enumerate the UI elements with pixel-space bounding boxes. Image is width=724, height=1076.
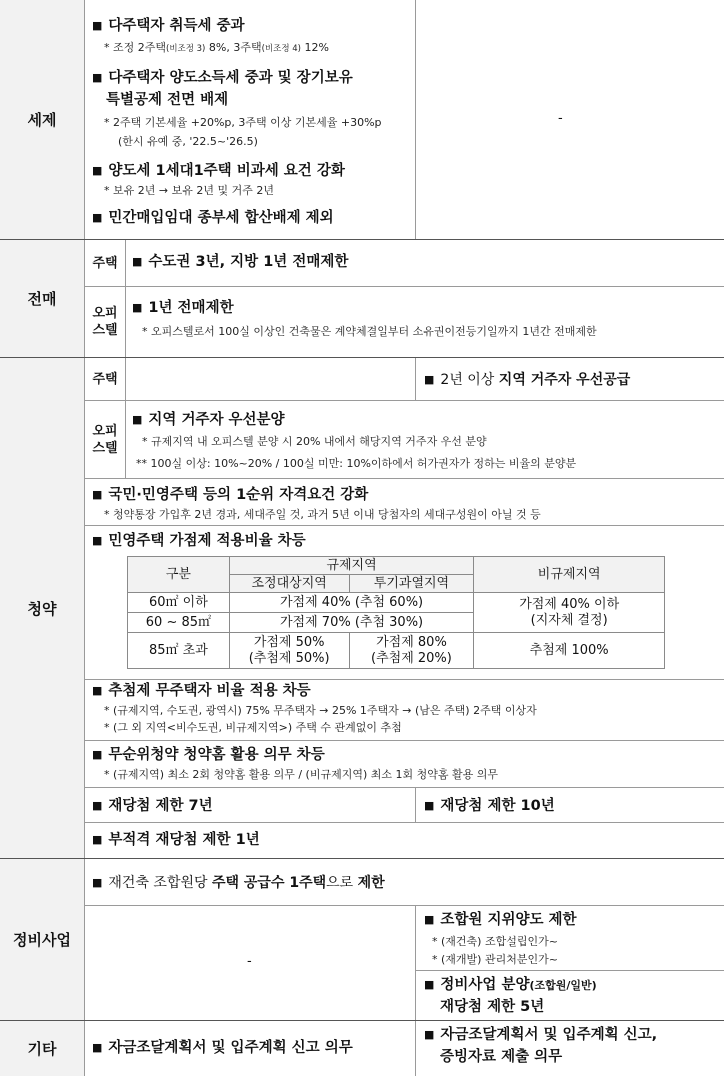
points-table-r3-spec: 가점제 80% (추첨제 20%) bbox=[349, 633, 474, 669]
section-resale bbox=[0, 240, 84, 357]
sub-rewin-right: ■ 재당첨 제한 10년 bbox=[424, 798, 555, 814]
sub-item-lottery-note1: * (규제지역, 수도권, 광역시) 75% 무주택자 → 25% 1주택자 → (남은 주택) 2주택 이상자 bbox=[104, 704, 537, 717]
resale-officetel-label: 오피스텔 bbox=[92, 306, 118, 338]
points-table-h-adj: 조정대상지역 bbox=[229, 575, 349, 593]
points-table-r1-label: 60㎡ 이하 bbox=[128, 593, 230, 613]
redev-right1-note2: * (재개발) 관리처분인가~ bbox=[432, 953, 558, 966]
tax-item-transfer-note2: (한시 유예 중, '22.5~'26.5) bbox=[118, 135, 258, 148]
section-redevelopment-label: 정비사업 bbox=[13, 931, 71, 949]
redev-right1-note1: * (재건축) 조합설립인가~ bbox=[432, 935, 558, 948]
points-table-r3-label: 85㎡ 초과 bbox=[128, 633, 230, 669]
redev-right2-line2: 재당첨 제한 5년 bbox=[440, 999, 545, 1015]
section-tax bbox=[0, 0, 84, 239]
tax-item-transfer-note1: * 2주택 기본세율 +20%p, 3주택 이상 기본세율 +30%p bbox=[104, 116, 382, 129]
sub-officetel-item: ■ 지역 거주자 우선분양 bbox=[132, 412, 285, 428]
sub-officetel-note1: * 규제지역 내 오피스텔 분양 시 20% 내에서 해당지역 거주자 우선 분양 bbox=[142, 435, 487, 448]
points-table-h-reg: 규제지역 bbox=[229, 557, 474, 575]
section-tax-label: 세제 bbox=[27, 111, 57, 129]
section-subscription-label: 청약 bbox=[27, 599, 57, 618]
redev-left-dash: - bbox=[247, 954, 252, 969]
sub-item-lottery: ■ 추첨제 무주택자 비율 적용 차등 bbox=[92, 683, 311, 699]
redev-item1: ■ 재건축 조합원당 주택 공급수 1주택으로 제한 bbox=[92, 875, 385, 891]
sub-housing-label: 주택 bbox=[92, 371, 118, 387]
tax-item-transfer-line1: 다주택자 양도소득세 중과 및 장기보유 bbox=[108, 70, 353, 86]
sub-item-points: ■ 민영주택 가점제 적용비율 차등 bbox=[92, 533, 306, 549]
tax-item-acquisition: ■ 다주택자 취득세 중과 bbox=[92, 18, 245, 34]
points-table-h-nonreg: 비규제지역 bbox=[474, 557, 665, 593]
tax-item-acquisition-text: 다주택자 취득세 중과 bbox=[108, 18, 245, 34]
points-table-r1-val: 가점제 40% (추첨 60%) bbox=[229, 593, 474, 613]
sub-item-lottery-note2: * (그 외 지역<비수도권, 비규제지역>) 주택 수 관계없이 추첨 bbox=[104, 721, 402, 734]
tax-item-exemption-note: * 보유 2년 → 보유 2년 및 거주 2년 bbox=[104, 184, 274, 197]
tax-item-exemption-text: 양도세 1세대1주택 비과세 요건 강화 bbox=[108, 163, 345, 179]
sub-officetel-label: 오피스텔 bbox=[92, 423, 118, 456]
etc-left: ■ 자금조달계획서 및 입주계획 신고 의무 bbox=[92, 1040, 353, 1056]
sub-housing-right: ■ 2년 이상 지역 거주자 우선공급 bbox=[424, 372, 631, 388]
section-resale-label: 전매 bbox=[27, 290, 57, 308]
etc-right-line2: 증빙자료 제출 의무 bbox=[440, 1049, 563, 1065]
tax-item-exemption: ■ 양도세 1세대1주택 비과세 요건 강화 bbox=[92, 163, 345, 179]
tax-item-rental: ■ 민간매입임대 종부세 합산배제 제외 bbox=[92, 210, 334, 226]
points-table-r3-nonreg: 추첨제 100% bbox=[474, 633, 665, 669]
resale-officetel-item: ■ 1년 전매제한 bbox=[132, 300, 234, 316]
section-subscription bbox=[0, 358, 84, 858]
redev-right2: ■ 정비사업 분양(조합원/일반) bbox=[424, 977, 597, 993]
section-redevelopment bbox=[0, 859, 84, 1020]
points-table-h-spec: 투기과열지역 bbox=[349, 575, 474, 593]
sub-ineligible: ■ 부적격 재당첨 제한 1년 bbox=[92, 832, 260, 848]
tax-item-transfer: ■ 다주택자 양도소득세 중과 및 장기보유 bbox=[92, 70, 353, 86]
points-table-r2-val: 가점제 70% (추첨 30%) bbox=[229, 613, 474, 633]
sub-item-qualification-note: * 청약통장 가입후 2년 경과, 세대주일 것, 과거 5년 이내 당첨자의 세대구성원이 아닐 것 등 bbox=[104, 508, 541, 521]
tax-item-acquisition-note: * 조정 2주택(비조정 3) 8%, 3주택(비조정 4) 12% bbox=[104, 41, 329, 54]
redev-right1: ■ 조합원 지위양도 제한 bbox=[424, 912, 577, 928]
sub-item-qualification: ■ 국민·민영주택 등의 1순위 자격요건 강화 bbox=[92, 487, 369, 503]
tax-item-rental-text: 민간매입임대 종부세 합산배제 제외 bbox=[108, 210, 334, 226]
points-table-r2-label: 60 ~ 85㎡ bbox=[128, 613, 230, 633]
etc-right-line1: ■ 자금조달계획서 및 입주계획 신고, bbox=[424, 1027, 658, 1043]
points-table-nonreg-12: 가점제 40% 이하 (지자체 결정) bbox=[474, 593, 665, 633]
sub-item-unranked-note: * (규제지역) 최소 2회 청약홈 활용 의무 / (비규제지역) 최소 1회 청약홈 활용 의무 bbox=[104, 768, 498, 781]
points-table-h-div: 구분 bbox=[128, 557, 230, 593]
resale-housing-label: 주택 bbox=[92, 255, 118, 271]
tax-item-transfer-line2: 특별공제 전면 배제 bbox=[106, 92, 229, 108]
resale-housing-item: ■ 수도권 3년, 지방 1년 전매제한 bbox=[132, 254, 349, 270]
points-table-r3-adj: 가점제 50% (추첨제 50%) bbox=[229, 633, 349, 669]
tax-right-dash: - bbox=[558, 111, 563, 126]
sub-item-unranked: ■ 무순위청약 청약홈 활용 의무 차등 bbox=[92, 747, 325, 763]
section-etc bbox=[0, 1021, 84, 1076]
sub-rewin-left: ■ 재당첨 제한 7년 bbox=[92, 798, 213, 814]
section-etc-label: 기타 bbox=[27, 1040, 57, 1058]
points-table bbox=[127, 556, 665, 669]
sub-officetel-note2: ** 100실 이상: 10%~20% / 100실 미만: 10%이하에서 허가권자가 정하는 비율의 분양분 bbox=[136, 457, 577, 470]
resale-officetel-note: * 오피스텔로서 100실 이상인 건축물은 계약체결일부터 소유권이전등기일까지 1년간 전매제한 bbox=[142, 325, 597, 338]
